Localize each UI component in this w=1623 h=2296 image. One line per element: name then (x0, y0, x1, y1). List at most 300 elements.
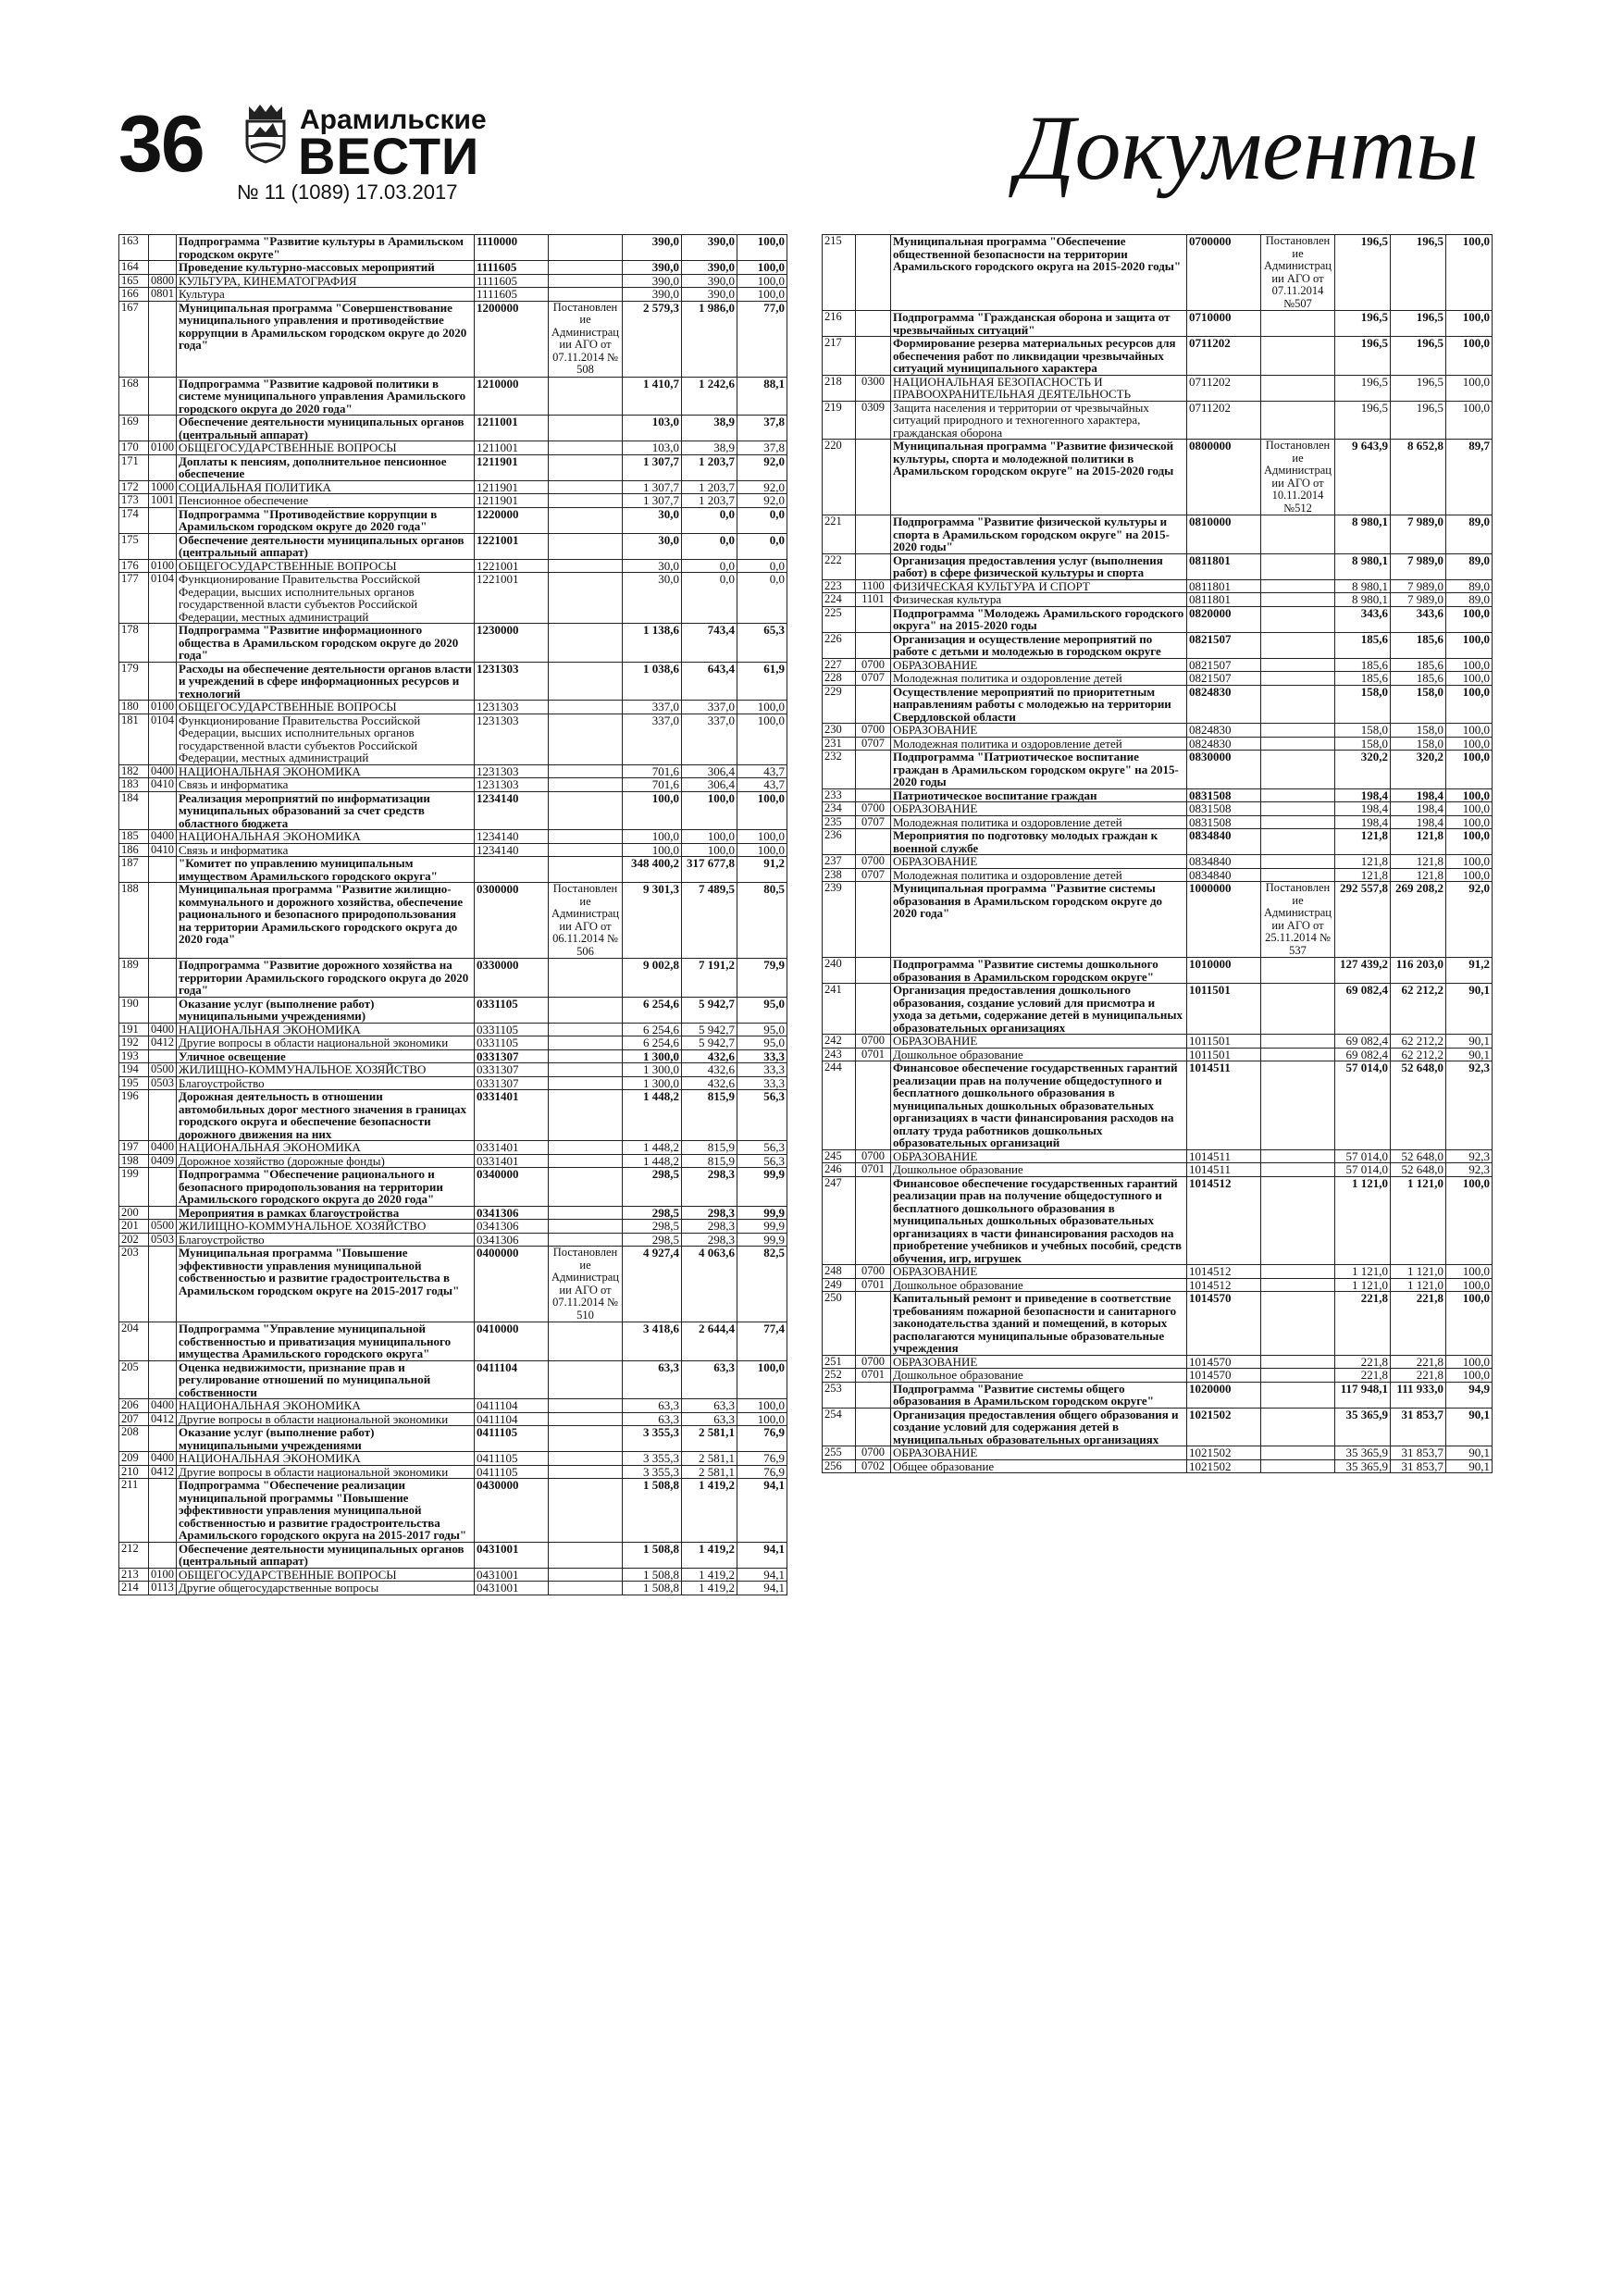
execution-percent-cell: 94,1 (737, 1568, 787, 1582)
row-number-cell: 166 (119, 288, 149, 302)
item-name-cell: НАЦИОНАЛЬНАЯ ЭКОНОМИКА (177, 1141, 475, 1155)
executed-amount-cell: 4 063,6 (682, 1247, 737, 1322)
row-number-cell: 189 (119, 959, 149, 998)
table-row (119, 301, 787, 377)
executed-amount-cell: 63,3 (682, 1360, 737, 1399)
issue-number-date: № 11 (1089) 17.03.2017 (237, 180, 458, 204)
approval-document-cell (1261, 788, 1335, 802)
executed-amount-cell: 1 203,7 (682, 454, 737, 480)
executed-amount-cell: 111 933,0 (1391, 1382, 1446, 1408)
executed-amount-cell: 1 419,2 (682, 1568, 737, 1582)
execution-percent-cell: 100,0 (1446, 829, 1493, 855)
approval-document-cell (1261, 672, 1335, 686)
row-number-cell: 250 (823, 1292, 856, 1356)
row-number-cell: 252 (823, 1369, 856, 1383)
approval-document-cell (1261, 579, 1335, 593)
executed-amount-cell: 0,0 (682, 559, 737, 573)
approval-document-cell (549, 1426, 623, 1452)
item-name-cell: НАЦИОНАЛЬНАЯ ЭКОНОМИКА (177, 1452, 475, 1466)
item-name-cell: Оценка недвижимости, признание прав и регулирование отношений по муниципальной собственности (177, 1360, 475, 1399)
approval-document-cell: Постановление Администрации АГО от 06.11.2014 № 506 (549, 883, 623, 959)
item-name-cell: Подпрограмма "Гражданская оборона и защита от чрезвычайных ситуаций" (891, 311, 1187, 337)
execution-percent-cell: 100,0 (1446, 672, 1493, 686)
approval-document-cell (549, 1206, 623, 1220)
item-name-cell: Уличное освещение (177, 1049, 475, 1063)
planned-amount-cell: 1 307,7 (623, 494, 682, 508)
target-article-cell: 1000000 (1187, 882, 1261, 958)
planned-amount-cell: 196,5 (1335, 401, 1391, 440)
row-number-cell: 207 (119, 1412, 149, 1426)
executed-amount-cell: 5 942,7 (682, 1036, 737, 1050)
executed-amount-cell: 815,9 (682, 1154, 737, 1168)
execution-percent-cell: 76,9 (737, 1426, 787, 1452)
table-row (823, 882, 1493, 958)
target-article-cell: 0820000 (1187, 606, 1261, 632)
planned-amount-cell: 30,0 (623, 507, 682, 533)
planned-amount-cell: 1 448,2 (623, 1090, 682, 1141)
approval-document-cell (1261, 1176, 1335, 1265)
table-row (823, 737, 1493, 751)
item-name-cell: ОБЩЕГОСУДАРСТВЕННЫЕ ВОПРОСЫ (177, 1568, 475, 1582)
row-number-cell: 242 (823, 1035, 856, 1049)
row-number-cell: 174 (119, 507, 149, 533)
planned-amount-cell: 3 355,3 (623, 1426, 682, 1452)
table-row (823, 1292, 1493, 1356)
item-name-cell: Дорожная деятельность в отношении автомобильных дорог местного значения в границах городского округа и обеспечение безопасности дорожного движения на них (177, 1090, 475, 1141)
row-number-cell: 199 (119, 1168, 149, 1207)
planned-amount-cell: 198,4 (1335, 788, 1391, 802)
approval-document-cell (1261, 632, 1335, 658)
target-article-cell: 0331105 (475, 997, 549, 1023)
executed-amount-cell: 1 121,0 (1391, 1265, 1446, 1279)
item-name-cell: Благоустройство (177, 1076, 475, 1090)
execution-percent-cell: 92,3 (1446, 1163, 1493, 1177)
executed-amount-cell: 1 203,7 (682, 480, 737, 494)
item-name-cell: Дорожное хозяйство (дорожные фонды) (177, 1154, 475, 1168)
section-code-cell: 0700 (856, 1446, 891, 1460)
row-number-cell: 212 (119, 1542, 149, 1568)
item-name-cell: ОБРАЗОВАНИЕ (891, 1149, 1187, 1163)
executed-amount-cell: 432,6 (682, 1063, 737, 1077)
target-article-cell: 0821507 (1187, 658, 1261, 672)
execution-percent-cell: 80,5 (737, 883, 787, 959)
section-code-cell (856, 1176, 891, 1265)
section-code-cell (149, 791, 177, 830)
table-row (119, 1568, 787, 1582)
section-code-cell (149, 883, 177, 959)
execution-percent-cell: 90,1 (1446, 1446, 1493, 1460)
planned-amount-cell: 390,0 (623, 235, 682, 261)
execution-percent-cell: 100,0 (1446, 685, 1493, 724)
table-row (823, 1149, 1493, 1163)
approval-document-cell (1261, 593, 1335, 607)
section-code-cell: 0503 (149, 1076, 177, 1090)
executed-amount-cell: 121,8 (1391, 829, 1446, 855)
approval-document-cell (549, 454, 623, 480)
approval-document-cell (1261, 751, 1335, 789)
row-number-cell: 186 (119, 843, 149, 857)
target-article-cell: 0331307 (475, 1049, 549, 1063)
planned-amount-cell: 298,5 (623, 1233, 682, 1247)
section-code-cell: 0400 (149, 764, 177, 778)
section-code-cell (856, 751, 891, 789)
execution-percent-cell: 77,0 (737, 301, 787, 377)
execution-percent-cell: 100,0 (737, 261, 787, 275)
target-article-cell: 1011501 (1187, 984, 1261, 1035)
execution-percent-cell: 100,0 (1446, 815, 1493, 829)
row-number-cell: 185 (119, 830, 149, 844)
executed-amount-cell: 815,9 (682, 1090, 737, 1141)
table-row (823, 868, 1493, 882)
planned-amount-cell: 221,8 (1335, 1292, 1391, 1356)
execution-percent-cell: 95,0 (737, 1023, 787, 1036)
section-code-cell: 0400 (149, 1023, 177, 1036)
item-name-cell: НАЦИОНАЛЬНАЯ ЭКОНОМИКА (177, 830, 475, 844)
item-name-cell: Обеспечение деятельности муниципальных органов (центральный аппарат) (177, 416, 475, 441)
executed-amount-cell: 52 648,0 (1391, 1061, 1446, 1150)
section-code-cell: 0700 (856, 1149, 891, 1163)
execution-percent-cell: 92,3 (1446, 1061, 1493, 1150)
section-code-cell (856, 515, 891, 554)
approval-document-cell (549, 235, 623, 261)
table-row (119, 843, 787, 857)
execution-percent-cell: 100,0 (737, 274, 787, 288)
section-code-cell: 0400 (149, 1452, 177, 1466)
approval-document-cell (1261, 958, 1335, 984)
item-name-cell: Расходы на обеспечение деятельности органов власти и учреждений в сфере информационных ресурсов и технологий (177, 662, 475, 701)
section-code-cell: 0700 (856, 1035, 891, 1049)
planned-amount-cell: 30,0 (623, 533, 682, 559)
target-article-cell: 0411104 (475, 1412, 549, 1426)
item-name-cell: Муниципальная программа "Совершенствование муниципального управления и противодействие коррупции в Арамильском городском округе до 2020 года" (177, 301, 475, 377)
executed-amount-cell: 158,0 (1391, 685, 1446, 724)
section-code-cell: 0409 (149, 1154, 177, 1168)
item-name-cell: Организация предоставления услуг (выполнения работ) в сфере физической культуры и спорта (891, 553, 1187, 579)
executed-amount-cell: 298,3 (682, 1220, 737, 1234)
planned-amount-cell: 121,8 (1335, 829, 1391, 855)
item-name-cell: Формирование резерва материальных ресурсов для обеспечения работ по ликвидации чрезвычайных ситуаций муниципального характера (891, 337, 1187, 376)
executed-amount-cell: 198,4 (1391, 802, 1446, 816)
executed-amount-cell: 2 581,1 (682, 1452, 737, 1466)
execution-percent-cell: 100,0 (737, 1360, 787, 1399)
approval-document-cell (1261, 1382, 1335, 1408)
planned-amount-cell: 6 254,6 (623, 1023, 682, 1036)
executed-amount-cell: 298,3 (682, 1168, 737, 1207)
section-code-cell (149, 857, 177, 883)
section-code-cell: 0707 (856, 672, 891, 686)
row-number-cell: 217 (823, 337, 856, 376)
row-number-cell: 169 (119, 416, 149, 441)
approval-document-cell (1261, 515, 1335, 554)
execution-percent-cell: 0,0 (737, 559, 787, 573)
executed-amount-cell: 221,8 (1391, 1292, 1446, 1356)
table-row (823, 235, 1493, 311)
item-name-cell: Подпрограмма "Развитие кадровой политики в системе муниципального управления Арамильского городского округа до 2020 года" (177, 377, 475, 416)
executed-amount-cell: 221,8 (1391, 1369, 1446, 1383)
approval-document-cell (549, 1154, 623, 1168)
planned-amount-cell: 1 038,6 (623, 662, 682, 701)
execution-percent-cell: 77,4 (737, 1322, 787, 1361)
executed-amount-cell: 158,0 (1391, 737, 1446, 751)
target-article-cell: 1014511 (1187, 1149, 1261, 1163)
planned-amount-cell: 121,8 (1335, 855, 1391, 869)
table-row (823, 829, 1493, 855)
right-table-body (823, 235, 1493, 1473)
execution-percent-cell: 92,0 (737, 454, 787, 480)
approval-document-cell (549, 480, 623, 494)
row-number-cell: 236 (823, 829, 856, 855)
item-name-cell: Другие общегосударственные вопросы (177, 1582, 475, 1595)
target-article-cell: 1211901 (475, 480, 549, 494)
section-code-cell (149, 1542, 177, 1568)
execution-percent-cell: 37,8 (737, 416, 787, 441)
section-code-cell (856, 788, 891, 802)
target-article-cell: 1234140 (475, 791, 549, 830)
row-number-cell: 256 (823, 1459, 856, 1473)
planned-amount-cell: 1 448,2 (623, 1154, 682, 1168)
execution-percent-cell: 100,0 (1446, 1355, 1493, 1369)
table-row (823, 855, 1493, 869)
execution-percent-cell: 37,8 (737, 441, 787, 455)
section-code-cell (856, 829, 891, 855)
execution-percent-cell: 89,0 (1446, 593, 1493, 607)
item-name-cell: Организация предоставления общего образования и создание условий для содержания детей в муниципальных образовательных организациях (891, 1408, 1187, 1446)
row-number-cell: 191 (119, 1023, 149, 1036)
item-name-cell: Подпрограмма "Патриотическое воспитание граждан в Арамильском городском округе" на 2015-2020 годы (891, 751, 1187, 789)
row-number-cell: 229 (823, 685, 856, 724)
item-name-cell: Финансовое обеспечение государственных гарантий реализации прав на получение общедоступного и бесплатного дошкольного образования в муниципальных дошкольных образовательных организациях в части финансирования расходов на оплату труда работников дошкольных образовательных организаций (891, 1061, 1187, 1150)
item-name-cell: Финансовое обеспечение государственных гарантий реализации прав на получение общедоступного и бесплатного дошкольного образования в муниципальных дошкольных образовательных организациях в части финансирования расходов на приобретение учебников и учебных пособий, средств обучения, игр, игрушек (891, 1176, 1187, 1265)
approval-document-cell (549, 573, 623, 624)
section-code-cell (856, 606, 891, 632)
planned-amount-cell: 4 927,4 (623, 1247, 682, 1322)
approval-document-cell (549, 1023, 623, 1036)
target-article-cell: 0331307 (475, 1063, 549, 1077)
execution-percent-cell: 92,0 (737, 480, 787, 494)
item-name-cell: Мероприятия по подготовку молодых граждан к военной службе (891, 829, 1187, 855)
item-name-cell: Осуществление мероприятий по приоритетным направлениям работы с молодежью на территории Свердловской области (891, 685, 1187, 724)
section-code-cell (149, 454, 177, 480)
approval-document-cell (1261, 337, 1335, 376)
executed-amount-cell: 306,4 (682, 764, 737, 778)
section-code-cell: 1001 (149, 494, 177, 508)
executed-amount-cell: 196,5 (1391, 235, 1446, 311)
executed-amount-cell: 643,4 (682, 662, 737, 701)
execution-percent-cell: 100,0 (1446, 751, 1493, 789)
execution-percent-cell: 82,5 (737, 1247, 787, 1322)
target-article-cell: 0811801 (1187, 579, 1261, 593)
target-article-cell: 1014511 (1187, 1163, 1261, 1177)
table-row (823, 1382, 1493, 1408)
table-row (119, 441, 787, 455)
planned-amount-cell: 3 355,3 (623, 1452, 682, 1466)
target-article-cell: 0400000 (475, 1247, 549, 1322)
row-number-cell: 255 (823, 1446, 856, 1460)
approval-document-cell: Постановление Администрации АГО от 07.11.2014 № 508 (549, 301, 623, 377)
execution-percent-cell: 95,0 (737, 1036, 787, 1050)
row-number-cell: 247 (823, 1176, 856, 1265)
section-code-cell: 0100 (149, 559, 177, 573)
target-article-cell: 1110000 (475, 235, 549, 261)
planned-amount-cell: 1 508,8 (623, 1568, 682, 1582)
item-name-cell: Доплаты к пенсиям, дополнительное пенсионное обеспечение (177, 454, 475, 480)
row-number-cell: 238 (823, 868, 856, 882)
section-code-cell (856, 311, 891, 337)
execution-percent-cell: 100,0 (1446, 658, 1493, 672)
execution-percent-cell: 94,1 (737, 1479, 787, 1543)
execution-percent-cell: 92,0 (737, 494, 787, 508)
row-number-cell: 240 (823, 958, 856, 984)
row-number-cell: 213 (119, 1568, 149, 1582)
executed-amount-cell: 100,0 (682, 791, 737, 830)
row-number-cell: 235 (823, 815, 856, 829)
row-number-cell: 203 (119, 1247, 149, 1322)
item-name-cell: Подпрограмма "Управление муниципальной собственностью и приватизация муниципального имущества Арамильского городского округа" (177, 1322, 475, 1361)
execution-percent-cell: 100,0 (1446, 802, 1493, 816)
item-name-cell: Общее образование (891, 1459, 1187, 1473)
section-code-cell (149, 1322, 177, 1361)
table-row (823, 815, 1493, 829)
target-article-cell: 1211901 (475, 494, 549, 508)
row-number-cell: 218 (823, 375, 856, 401)
approval-document-cell (1261, 658, 1335, 672)
executed-amount-cell: 38,9 (682, 441, 737, 455)
target-article-cell: 0341306 (475, 1206, 549, 1220)
execution-percent-cell: 56,3 (737, 1090, 787, 1141)
section-code-cell (149, 1247, 177, 1322)
section-code-cell (856, 1061, 891, 1150)
executed-amount-cell: 743,4 (682, 624, 737, 663)
section-code-cell: 0707 (856, 868, 891, 882)
section-code-cell (149, 261, 177, 275)
section-code-cell: 0100 (149, 701, 177, 714)
table-row (119, 1247, 787, 1322)
table-row (823, 1278, 1493, 1292)
approval-document-cell (549, 997, 623, 1023)
planned-amount-cell: 30,0 (623, 573, 682, 624)
executed-amount-cell: 196,5 (1391, 375, 1446, 401)
row-number-cell: 215 (823, 235, 856, 311)
row-number-cell: 209 (119, 1452, 149, 1466)
section-code-cell (856, 440, 891, 515)
item-name-cell: НАЦИОНАЛЬНАЯ ЭКОНОМИКА (177, 764, 475, 778)
section-code-cell: 0701 (856, 1369, 891, 1383)
item-name-cell: Муниципальная программа "Обеспечение общественной безопасности на территории Арамильского городского округа на 2015-2020 годы" (891, 235, 1187, 311)
approval-document-cell (1261, 829, 1335, 855)
executed-amount-cell: 1 419,2 (682, 1582, 737, 1595)
planned-amount-cell: 1 138,6 (623, 624, 682, 663)
row-number-cell: 188 (119, 883, 149, 959)
section-code-cell (856, 553, 891, 579)
planned-amount-cell: 57 014,0 (1335, 1163, 1391, 1177)
execution-percent-cell: 100,0 (1446, 311, 1493, 337)
row-number-cell: 190 (119, 997, 149, 1023)
planned-amount-cell: 1 300,0 (623, 1076, 682, 1090)
item-name-cell: Подпрограмма "Противодействие коррупции в Арамильском городском округе до 2020 года" (177, 507, 475, 533)
approval-document-cell (1261, 1369, 1335, 1383)
target-article-cell: 0411105 (475, 1465, 549, 1479)
planned-amount-cell: 348 400,2 (623, 857, 682, 883)
target-article-cell: 0411104 (475, 1360, 549, 1399)
item-name-cell: Муниципальная программа "Повышение эффективности управления муниципальной собственностью и развитие градостроительства в Арамильском городском округе на 2015-2017 годы" (177, 1247, 475, 1322)
table-row (823, 375, 1493, 401)
approval-document-cell (1261, 1061, 1335, 1150)
execution-percent-cell: 79,9 (737, 959, 787, 998)
row-number-cell: 246 (823, 1163, 856, 1177)
execution-percent-cell: 100,0 (1446, 1292, 1493, 1356)
approval-document-cell (549, 1452, 623, 1466)
section-code-cell (149, 1426, 177, 1452)
table-row (119, 480, 787, 494)
planned-amount-cell: 158,0 (1335, 737, 1391, 751)
planned-amount-cell: 100,0 (623, 830, 682, 844)
item-name-cell: Капитальный ремонт и приведение в соответствие требованиям пожарной безопасности и санитарного законодательства зданий и помещений, в которых располагаются муниципальные образовательные учреждения (891, 1292, 1187, 1356)
executed-amount-cell: 31 853,7 (1391, 1459, 1446, 1473)
section-code-cell: 0400 (149, 1399, 177, 1413)
approval-document-cell (1261, 1355, 1335, 1369)
item-name-cell: ОБРАЗОВАНИЕ (891, 1446, 1187, 1460)
target-article-cell: 1231303 (475, 701, 549, 714)
executed-amount-cell: 343,6 (1391, 606, 1446, 632)
row-number-cell: 228 (823, 672, 856, 686)
table-row (823, 1355, 1493, 1369)
executed-amount-cell: 196,5 (1391, 337, 1446, 376)
row-number-cell: 194 (119, 1063, 149, 1077)
execution-percent-cell: 88,1 (737, 377, 787, 416)
approval-document-cell (549, 416, 623, 441)
table-row (119, 1141, 787, 1155)
executed-amount-cell: 31 853,7 (1391, 1408, 1446, 1446)
execution-percent-cell: 100,0 (1446, 1369, 1493, 1383)
table-row (119, 1582, 787, 1595)
execution-percent-cell: 89,0 (1446, 515, 1493, 554)
row-number-cell: 211 (119, 1479, 149, 1543)
table-row (119, 624, 787, 663)
planned-amount-cell: 9 002,8 (623, 959, 682, 998)
item-name-cell: Молодежная политика и оздоровление детей (891, 815, 1187, 829)
row-number-cell: 245 (823, 1149, 856, 1163)
planned-amount-cell: 69 082,4 (1335, 984, 1391, 1035)
table-row (119, 235, 787, 261)
execution-percent-cell: 94,1 (737, 1542, 787, 1568)
planned-amount-cell: 63,3 (623, 1412, 682, 1426)
target-article-cell: 1111605 (475, 288, 549, 302)
row-number-cell: 172 (119, 480, 149, 494)
approval-document-cell (549, 261, 623, 275)
table-row (823, 788, 1493, 802)
executed-amount-cell: 298,3 (682, 1233, 737, 1247)
approval-document-cell (549, 1049, 623, 1063)
row-number-cell: 224 (823, 593, 856, 607)
item-name-cell: Подпрограмма "Развитие системы дошкольного образования в Арамильском городском округе" (891, 958, 1187, 984)
item-name-cell: Культура (177, 288, 475, 302)
table-row (119, 573, 787, 624)
target-article-cell: 0331401 (475, 1154, 549, 1168)
executed-amount-cell: 52 648,0 (1391, 1163, 1446, 1177)
item-name-cell: ЖИЛИЩНО-КОММУНАЛЬНОЕ ХОЗЯЙСТВО (177, 1220, 475, 1234)
target-article-cell: 0824830 (1187, 724, 1261, 738)
row-number-cell: 193 (119, 1049, 149, 1063)
section-code-cell (149, 301, 177, 377)
row-number-cell: 183 (119, 778, 149, 792)
item-name-cell: Дошкольное образование (891, 1163, 1187, 1177)
section-code-cell: 1101 (856, 593, 891, 607)
approval-document-cell (549, 1542, 623, 1568)
approval-document-cell (1261, 606, 1335, 632)
section-code-cell: 0700 (856, 1265, 891, 1279)
planned-amount-cell: 390,0 (623, 288, 682, 302)
executed-amount-cell: 5 942,7 (682, 997, 737, 1023)
